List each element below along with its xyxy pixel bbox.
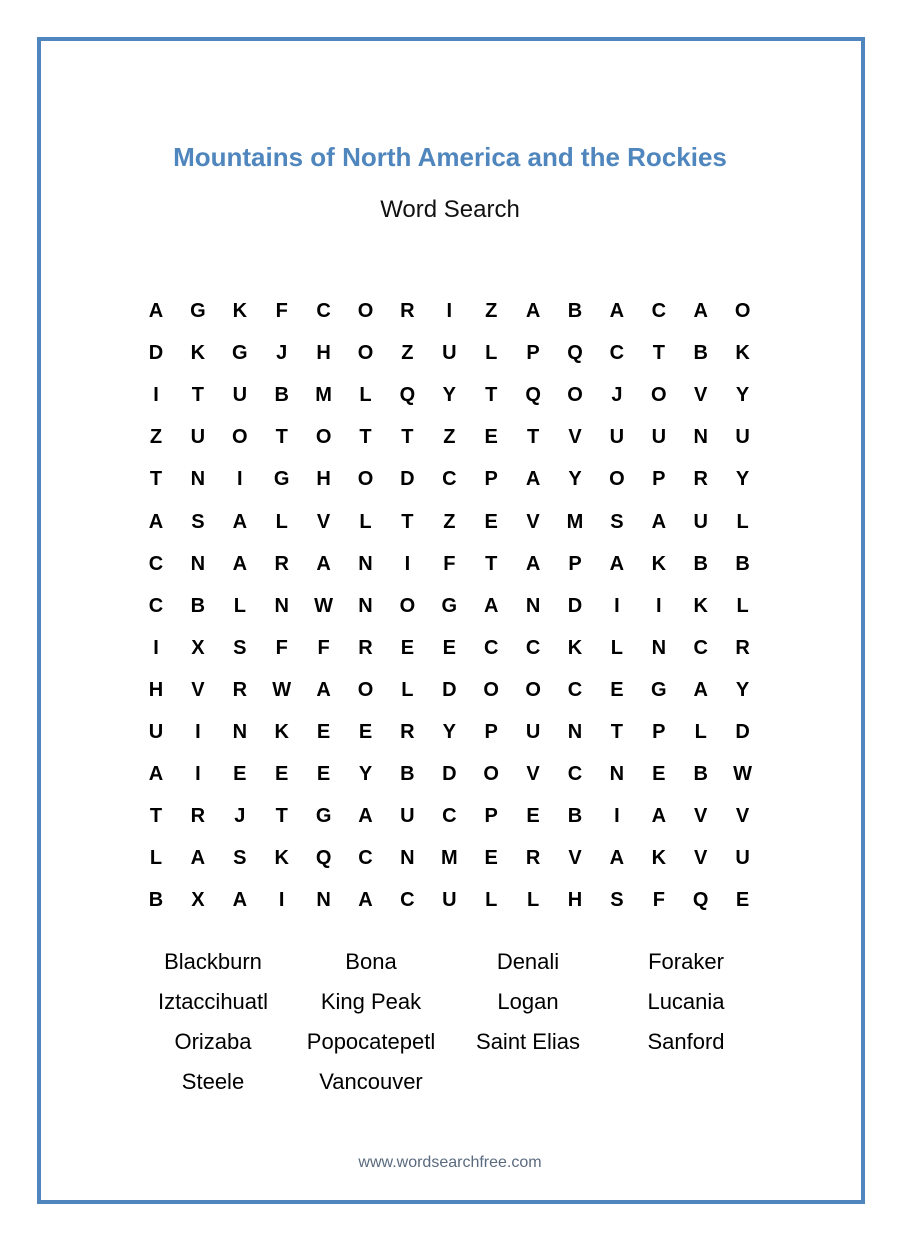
grid-letter[interactable]: C — [567, 678, 583, 701]
grid-letter[interactable]: L — [233, 594, 246, 617]
grid-letter[interactable]: K — [693, 594, 708, 617]
grid-letter[interactable]: Y — [735, 384, 750, 407]
grid-letter[interactable]: A — [483, 594, 499, 617]
grid-letter[interactable]: F — [317, 636, 330, 659]
word-list-item: Iztaccihuatl — [157, 989, 269, 1014]
grid-letter[interactable]: T — [275, 426, 288, 449]
grid-letter[interactable]: R — [525, 847, 541, 870]
grid-letter[interactable]: O — [525, 678, 541, 701]
grid-letter[interactable]: Z — [401, 342, 414, 365]
grid-letter[interactable]: C — [400, 889, 415, 912]
grid-letter[interactable]: P — [484, 721, 498, 743]
word-list-item: Sanford — [647, 1029, 725, 1054]
grid-letter[interactable]: F — [443, 552, 456, 575]
grid-letter[interactable]: O — [315, 426, 332, 449]
grid-letter[interactable]: R — [735, 636, 750, 659]
grid-letter[interactable]: N — [232, 721, 248, 743]
word-list-item: Vancouver — [319, 1069, 423, 1094]
grid-letter[interactable]: Y — [442, 721, 456, 743]
grid-letter[interactable]: N — [190, 468, 206, 491]
grid-letter[interactable]: O — [399, 594, 416, 617]
grid-letter[interactable]: L — [485, 342, 498, 365]
grid-letter[interactable]: T — [149, 805, 163, 828]
grid-letter[interactable]: L — [359, 384, 372, 407]
grid-letter[interactable]: Y — [358, 763, 373, 786]
grid-letter[interactable]: A — [316, 678, 331, 701]
grid-letter[interactable]: T — [485, 384, 498, 407]
grid-letter[interactable]: L — [736, 510, 749, 533]
grid-letter[interactable]: D — [442, 763, 457, 786]
grid-letter[interactable]: N — [567, 721, 583, 743]
grid-letter[interactable]: Q — [692, 889, 709, 912]
grid-letter[interactable]: A — [693, 678, 708, 701]
grid-letter[interactable]: I — [153, 636, 159, 659]
grid-letter[interactable]: A — [232, 510, 248, 533]
grid-letter[interactable]: N — [274, 594, 289, 617]
grid-letter[interactable]: R — [358, 636, 373, 659]
grid-letter[interactable]: E — [316, 721, 331, 743]
grid-letter[interactable]: C — [442, 468, 457, 491]
grid-letter[interactable]: B — [693, 342, 708, 365]
grid-letter[interactable]: E — [484, 510, 498, 533]
grid-letter[interactable]: U — [525, 721, 541, 743]
grid-letter[interactable]: N — [358, 552, 373, 575]
grid-letter[interactable]: I — [195, 763, 201, 786]
grid-letter[interactable]: S — [233, 636, 247, 659]
grid-letter[interactable]: I — [446, 300, 453, 322]
grid-letter[interactable]: B — [735, 552, 750, 575]
grid-letter[interactable]: A — [609, 300, 625, 322]
grid-letter[interactable]: B — [567, 805, 583, 828]
word-list-item: Blackburn — [164, 949, 262, 974]
grid-letter[interactable]: L — [736, 594, 749, 617]
word-list-item: Foraker — [648, 949, 724, 974]
grid-letter[interactable]: U — [735, 847, 750, 870]
grid-letter[interactable]: S — [233, 847, 247, 870]
grid-letter[interactable]: I — [614, 594, 620, 617]
grid-letter[interactable]: G — [190, 300, 206, 322]
grid-letter[interactable]: E — [526, 805, 540, 828]
grid-letter[interactable]: D — [148, 342, 164, 365]
grid-letter[interactable]: V — [694, 805, 708, 828]
grid-letter[interactable]: B — [693, 763, 708, 786]
grid-letter[interactable]: V — [191, 678, 205, 701]
grid-letter[interactable]: A — [651, 510, 667, 533]
grid-letter[interactable]: V — [735, 805, 750, 828]
grid-letter[interactable]: E — [233, 763, 247, 786]
grid-letter[interactable]: W — [733, 763, 753, 786]
grid-letter[interactable]: J — [611, 384, 623, 407]
grid-letter[interactable]: M — [315, 384, 332, 407]
grid-letter[interactable]: K — [651, 552, 667, 575]
grid-letter[interactable]: C — [609, 342, 625, 365]
grid-letter[interactable]: V — [568, 847, 582, 870]
grid-letter[interactable]: F — [275, 636, 288, 659]
grid-letter[interactable]: T — [652, 342, 665, 365]
grid-letter[interactable]: R — [232, 678, 248, 701]
grid-letter[interactable]: V — [568, 426, 582, 449]
grid-letter[interactable]: Q — [525, 384, 541, 407]
grid-letter[interactable]: A — [148, 300, 164, 322]
grid-letter[interactable]: I — [404, 552, 411, 575]
grid-letter[interactable]: A — [148, 763, 164, 786]
grid-letter[interactable]: U — [651, 426, 667, 449]
grid-letter[interactable]: T — [485, 552, 498, 575]
grid-letter[interactable]: O — [357, 342, 374, 365]
grid-letter[interactable]: G — [315, 805, 332, 828]
grid-letter[interactable]: Z — [443, 426, 456, 449]
grid-letter[interactable]: N — [693, 426, 708, 449]
grid-letter[interactable]: R — [693, 468, 708, 491]
grid-letter[interactable]: V — [694, 384, 708, 407]
grid-letter[interactable]: N — [609, 763, 625, 786]
grid-letter[interactable]: A — [316, 552, 331, 575]
grid-letter[interactable]: C — [316, 300, 331, 322]
grid-letter[interactable]: F — [652, 889, 665, 912]
grid-letter[interactable]: U — [232, 384, 248, 407]
grid-letter[interactable]: A — [525, 468, 541, 491]
grid-letter[interactable]: Y — [735, 468, 750, 491]
grid-letter[interactable]: J — [234, 805, 246, 828]
grid-letter[interactable]: A — [232, 889, 248, 912]
grid-letter[interactable]: L — [275, 510, 288, 533]
grid-letter[interactable]: B — [400, 763, 415, 786]
grid-letter[interactable]: I — [278, 889, 285, 912]
grid-letter[interactable]: S — [191, 510, 205, 533]
grid-letter[interactable]: U — [148, 721, 164, 743]
grid-letter[interactable]: Y — [568, 468, 582, 491]
grid-letter[interactable]: R — [400, 721, 415, 743]
grid-letter[interactable]: T — [275, 805, 288, 828]
grid-letter[interactable]: W — [314, 594, 334, 617]
grid-letter[interactable]: Z — [443, 510, 456, 533]
grid-letter[interactable]: K — [232, 300, 248, 322]
word-list-item: Lucania — [647, 989, 725, 1014]
grid-letter[interactable]: H — [316, 468, 331, 491]
grid-letter[interactable]: O — [567, 384, 583, 407]
grid-letter[interactable]: E — [442, 636, 456, 659]
grid-letter[interactable]: R — [274, 552, 289, 575]
grid-letter[interactable]: A — [358, 805, 373, 828]
grid-letter[interactable]: T — [359, 426, 372, 449]
grid-letter[interactable]: I — [614, 805, 620, 828]
grid-letter[interactable]: T — [610, 721, 623, 743]
grid-letter[interactable]: V — [316, 510, 331, 533]
grid-letter[interactable]: E — [400, 636, 415, 659]
grid-letter[interactable]: X — [191, 636, 205, 659]
grid-letter[interactable]: U — [735, 426, 750, 449]
grid-letter[interactable]: K — [274, 847, 289, 870]
grid-letter[interactable]: T — [149, 468, 163, 491]
grid-letter[interactable]: C — [525, 636, 541, 659]
grid-letter[interactable]: H — [567, 889, 583, 912]
grid-letter[interactable]: P — [484, 468, 498, 491]
grid-letter[interactable]: G — [273, 468, 290, 491]
word-list-item: Popocatepetl — [306, 1029, 436, 1054]
grid-letter[interactable]: K — [735, 342, 750, 365]
grid-letter[interactable]: T — [191, 384, 204, 407]
grid-letter[interactable]: L — [526, 889, 540, 912]
grid-letter[interactable]: S — [610, 510, 624, 533]
grid-letter[interactable]: D — [567, 594, 583, 617]
grid-letter[interactable]: C — [442, 805, 457, 828]
grid-letter[interactable]: N — [651, 636, 667, 659]
grid-letter[interactable]: C — [651, 300, 667, 322]
grid-letter[interactable]: E — [358, 721, 373, 743]
grid-letter[interactable]: I — [153, 384, 159, 407]
grid-letter[interactable]: A — [525, 300, 541, 322]
grid-letter[interactable]: U — [400, 805, 415, 828]
grid-letter[interactable]: E — [316, 763, 331, 786]
grid-letter[interactable]: U — [609, 426, 625, 449]
grid-letter[interactable]: L — [485, 889, 498, 912]
grid-letter[interactable]: C — [693, 636, 708, 659]
grid-letter[interactable]: J — [276, 342, 288, 365]
grid-letter[interactable]: O — [357, 300, 374, 322]
grid-letter[interactable]: A — [358, 889, 373, 912]
grid-letter[interactable]: Q — [567, 342, 583, 365]
grid-letter[interactable]: Z — [149, 426, 163, 449]
grid-letter[interactable]: L — [610, 636, 623, 659]
grid-letter[interactable]: M — [566, 510, 584, 533]
grid-letter[interactable]: L — [694, 721, 707, 743]
grid-letter[interactable]: A — [693, 300, 708, 322]
grid-letter[interactable]: K — [651, 847, 667, 870]
grid-letter[interactable]: N — [190, 552, 206, 575]
grid-letter[interactable]: A — [651, 805, 667, 828]
grid-letter[interactable]: O — [357, 678, 374, 701]
grid-letter[interactable]: L — [401, 678, 414, 701]
grid-letter[interactable]: D — [442, 678, 457, 701]
page-title: Mountains of North America and the Rockies — [173, 142, 727, 172]
grid-letter[interactable]: B — [274, 384, 289, 407]
grid-letter[interactable]: K — [567, 636, 583, 659]
grid-letter[interactable]: C — [567, 763, 583, 786]
grid-letter[interactable]: B — [190, 594, 206, 617]
grid-letter[interactable]: E — [484, 426, 498, 449]
word-list-item: Logan — [497, 989, 559, 1014]
grid-letter[interactable]: T — [526, 426, 540, 449]
grid-letter[interactable]: N — [358, 594, 373, 617]
grid-letter[interactable]: V — [526, 763, 540, 786]
grid-letter[interactable]: T — [401, 510, 414, 533]
grid-letter[interactable]: I — [195, 721, 201, 743]
grid-letter[interactable]: P — [568, 552, 582, 575]
grid-letter[interactable]: H — [316, 342, 331, 365]
grid-letter[interactable]: O — [483, 763, 499, 786]
grid-letter[interactable]: D — [735, 721, 750, 743]
grid-letter[interactable]: O — [357, 468, 374, 491]
grid-letter[interactable]: A — [609, 847, 625, 870]
grid-letter[interactable]: O — [609, 468, 625, 491]
grid-letter[interactable]: A — [609, 552, 625, 575]
grid-letter[interactable]: G — [232, 342, 248, 365]
grid-letter[interactable]: N — [400, 847, 415, 870]
grid-letter[interactable]: A — [148, 510, 164, 533]
grid-letter[interactable]: Y — [735, 678, 750, 701]
word-list-item: Denali — [496, 949, 560, 974]
grid-letter[interactable]: C — [483, 636, 499, 659]
grid-letter[interactable]: I — [656, 594, 662, 617]
grid-letter[interactable]: A — [190, 847, 206, 870]
grid-letter[interactable]: M — [440, 847, 458, 870]
grid-letter[interactable]: C — [358, 847, 373, 870]
grid-letter[interactable]: N — [316, 889, 331, 912]
grid-letter[interactable]: E — [484, 847, 498, 870]
footer-url[interactable]: www.wordsearchfree.com — [358, 1154, 542, 1171]
grid-letter[interactable]: A — [232, 552, 248, 575]
grid-letter[interactable]: B — [567, 300, 583, 322]
grid-letter[interactable]: G — [441, 594, 458, 617]
grid-letter[interactable]: P — [652, 468, 666, 491]
grid-letter[interactable]: P — [484, 805, 498, 828]
grid-letter[interactable]: U — [442, 889, 457, 912]
grid-letter[interactable]: T — [401, 426, 414, 449]
word-list-item: King Peak — [320, 989, 422, 1014]
grid-letter[interactable]: W — [272, 678, 292, 701]
grid-letter[interactable]: F — [275, 300, 288, 322]
grid-letter[interactable]: X — [191, 889, 205, 912]
grid-letter[interactable]: V — [694, 847, 708, 870]
grid-letter[interactable]: O — [232, 426, 248, 449]
grid-letter[interactable]: B — [693, 552, 708, 575]
grid-letter[interactable]: O — [734, 300, 751, 322]
word-list-item: Saint Elias — [476, 1029, 580, 1054]
grid-letter[interactable]: O — [483, 678, 499, 701]
grid-letter[interactable]: E — [735, 889, 750, 912]
grid-letter[interactable]: N — [525, 594, 541, 617]
grid-letter[interactable]: R — [400, 300, 415, 322]
grid-letter[interactable]: Q — [315, 847, 332, 870]
grid-letter[interactable]: E — [275, 763, 289, 786]
grid-letter[interactable]: H — [148, 678, 164, 701]
grid-letter[interactable]: B — [148, 889, 164, 912]
grid-letter[interactable]: A — [525, 552, 541, 575]
grid-letter[interactable]: U — [190, 426, 206, 449]
word-list-item: Orizaba — [174, 1029, 252, 1054]
grid-letter[interactable]: P — [652, 721, 666, 743]
grid-letter[interactable]: G — [651, 678, 667, 701]
grid-letter[interactable]: E — [652, 763, 666, 786]
grid-letter[interactable]: C — [148, 552, 164, 575]
grid-letter[interactable]: R — [190, 805, 206, 828]
grid-letter[interactable]: D — [400, 468, 415, 491]
grid-letter[interactable]: K — [274, 721, 289, 743]
grid-letter[interactable]: Q — [399, 384, 416, 407]
grid-letter[interactable]: K — [190, 342, 206, 365]
grid-letter[interactable]: C — [148, 594, 164, 617]
grid-letter[interactable]: Z — [485, 300, 498, 322]
grid-letter[interactable]: E — [610, 678, 624, 701]
grid-letter[interactable]: S — [610, 889, 624, 912]
grid-letter[interactable]: U — [442, 342, 457, 365]
grid-letter[interactable]: L — [359, 510, 372, 533]
grid-letter[interactable]: V — [526, 510, 540, 533]
page-subtitle: Word Search — [380, 196, 520, 223]
word-list-item: Steele — [181, 1069, 245, 1094]
grid-letter[interactable]: P — [526, 342, 540, 365]
grid-letter[interactable]: O — [651, 384, 667, 407]
grid-letter[interactable]: I — [237, 468, 243, 491]
grid-letter[interactable]: L — [149, 847, 163, 870]
grid-letter[interactable]: U — [693, 510, 708, 533]
grid-letter[interactable]: Y — [442, 384, 456, 407]
word-list-item: Bona — [345, 949, 397, 974]
